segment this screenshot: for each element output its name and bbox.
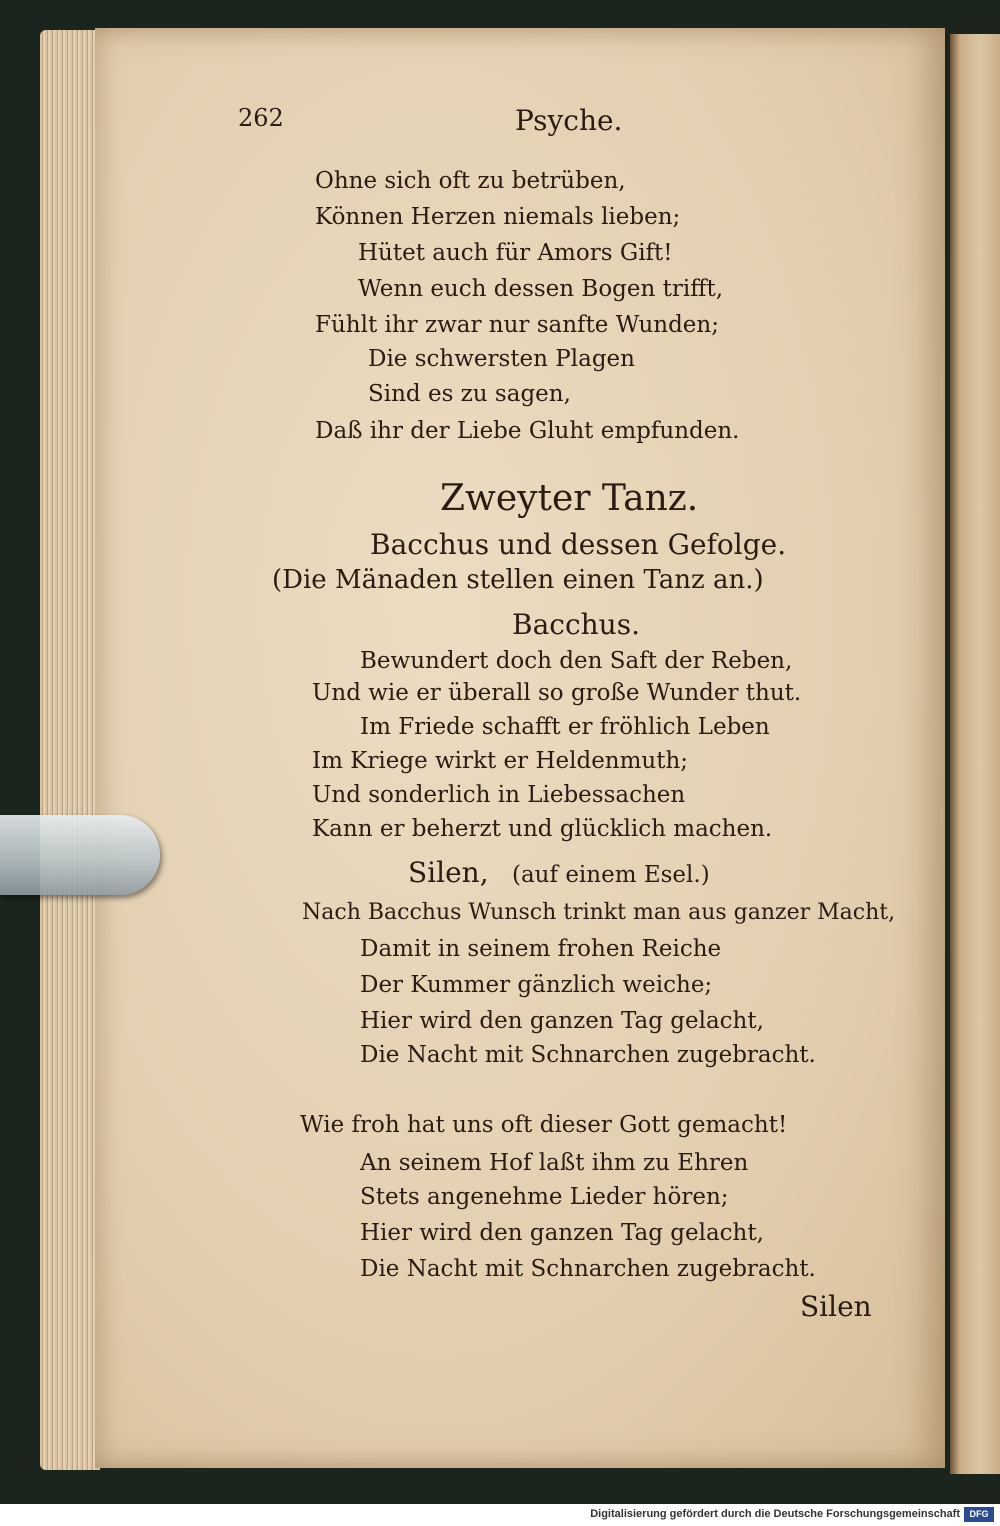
verse-line: An seinem Hof laßt ihm zu Ehren (360, 1150, 749, 1176)
verse-line: Die Nacht mit Schnarchen zugebracht. (360, 1256, 816, 1282)
funding-credit: Digitalisierung gefördert durch die Deutsche Forschungsgemeinschaft (590, 1508, 960, 1520)
verse-line: Der Kummer gänzlich weiche; (360, 972, 713, 998)
dfg-logo: DFG (964, 1507, 994, 1522)
section-subheading: Bacchus und dessen Gefolge. (370, 528, 787, 561)
speaker-name: Silen, (408, 856, 489, 889)
verse-line: Hier wird den ganzen Tag gelacht, (360, 1220, 764, 1246)
verse-line: Stets angenehme Lieder hören; (360, 1184, 729, 1210)
stage-direction: (auf einem Esel.) (512, 862, 710, 888)
verse-line: Ohne sich oft zu betrüben, (315, 168, 626, 194)
verse-line: Die schwersten Plagen (368, 346, 635, 372)
verse-line: Hütet auch für Amors Gift! (358, 240, 673, 266)
verse-line: Die Nacht mit Schnarchen zugebracht. (360, 1042, 816, 1068)
verse-line: Kann er beherzt und glücklich machen. (312, 816, 773, 842)
facing-page-edge (950, 34, 1000, 1474)
verse-line: Nach Bacchus Wunsch trinkt man aus ganzer Macht, (302, 900, 896, 925)
verse-line: Fühlt ihr zwar nur sanfte Wunden; (315, 312, 719, 338)
page-edges (40, 30, 100, 1470)
verse-line: Wenn euch dessen Bogen trifft, (358, 276, 724, 302)
verse-line: Wie froh hat uns oft dieser Gott gemacht! (300, 1112, 788, 1138)
speaker-name: Bacchus. (512, 608, 640, 641)
verse-line: Im Kriege wirkt er Heldenmuth; (312, 748, 689, 774)
section-heading: Zweyter Tanz. (440, 478, 699, 519)
page-number: 262 (238, 104, 284, 132)
verse-line: Damit in seinem frohen Reiche (360, 936, 722, 962)
footer-bar (0, 1504, 1000, 1526)
stage-direction: (Die Mänaden stellen einen Tanz an.) (272, 565, 764, 595)
verse-line: Sind es zu sagen, (368, 381, 571, 407)
verse-line: Hier wird den ganzen Tag gelacht, (360, 1008, 764, 1034)
verse-line: Bewundert doch den Saft der Reben, (360, 648, 793, 674)
verse-line: Daß ihr der Liebe Gluht empfunden. (315, 418, 740, 444)
verse-line: Können Herzen niemals lieben; (315, 204, 681, 230)
verse-line: Und wie er überall so große Wunder thut. (312, 680, 802, 706)
verse-line: Im Friede schafft er fröhlich Leben (360, 714, 770, 740)
verse-line: Und sonderlich in Liebessachen (312, 782, 686, 808)
catchword: Silen (800, 1290, 872, 1323)
bookmark-clip (0, 815, 160, 895)
running-title: Psyche. (515, 104, 623, 137)
